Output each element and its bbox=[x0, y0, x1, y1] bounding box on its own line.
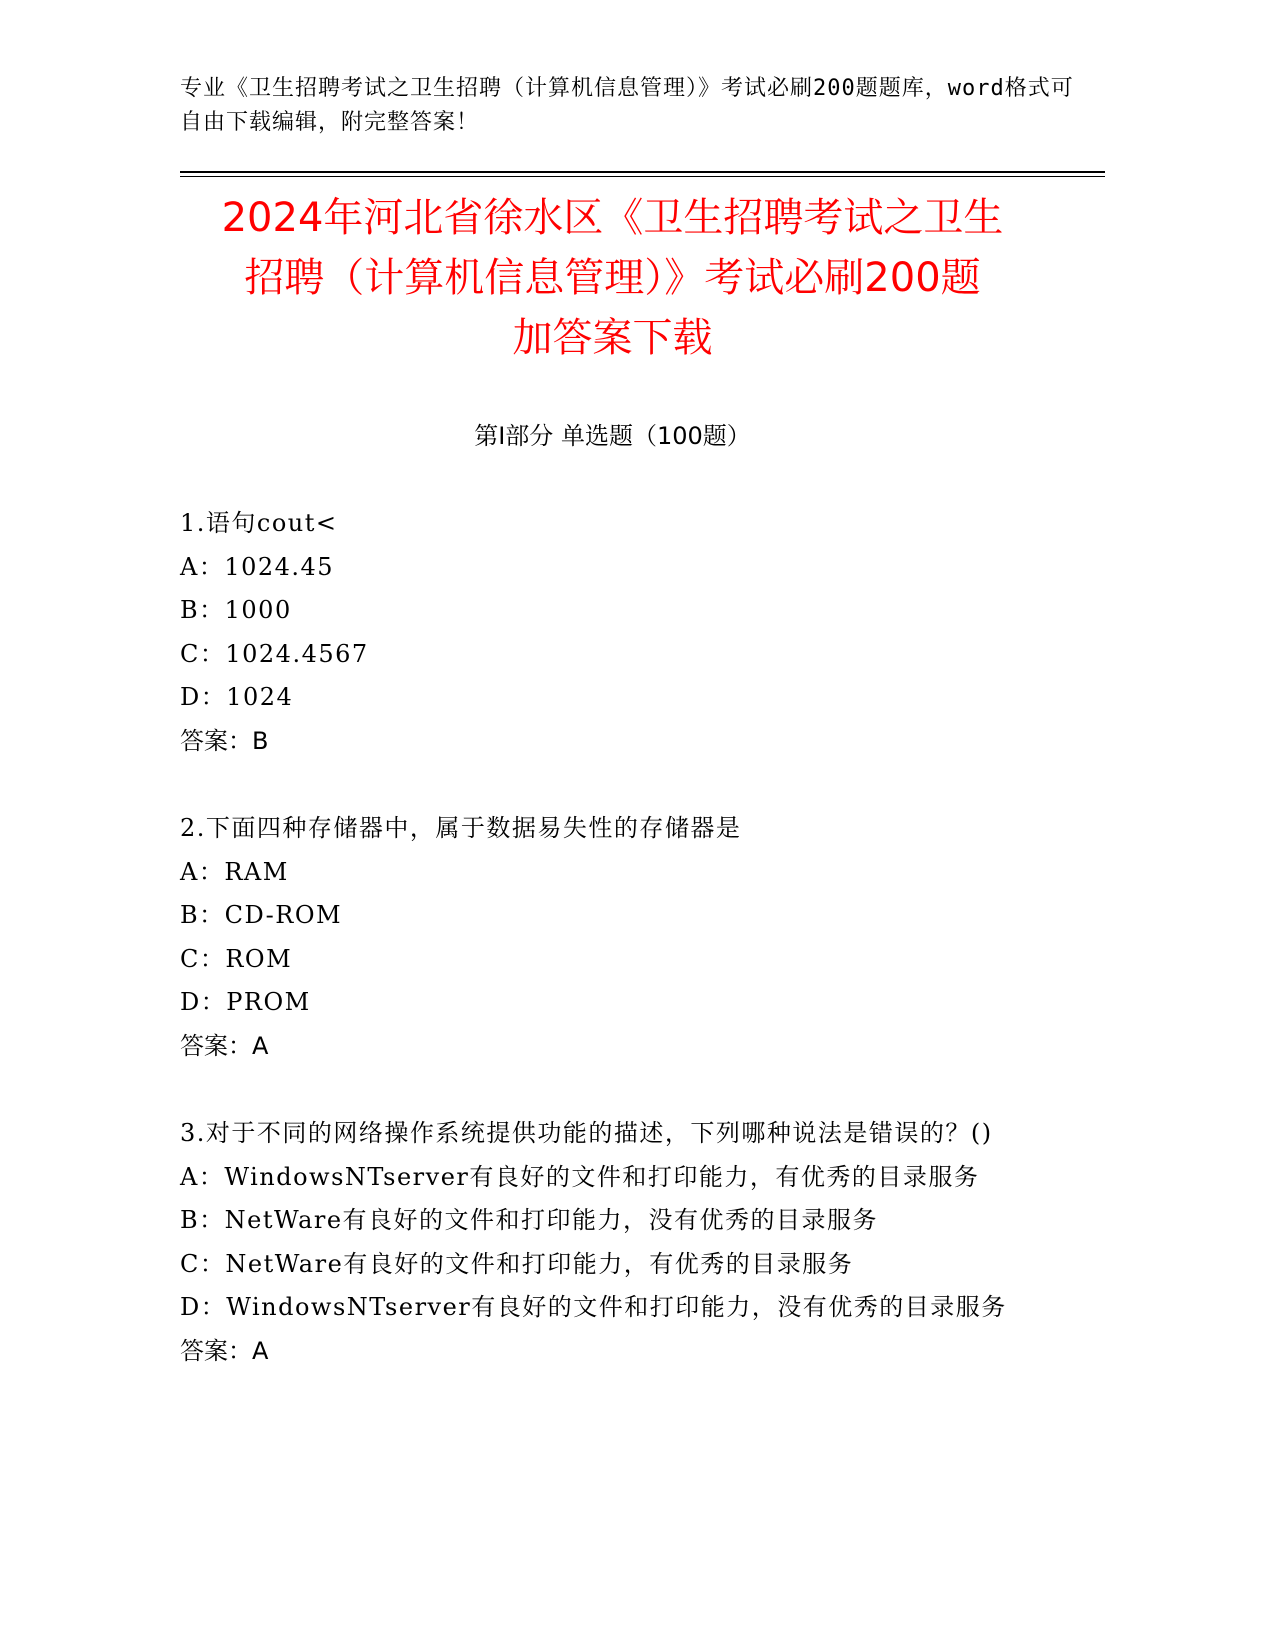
option-b: B：1000 bbox=[180, 596, 292, 624]
question-3 bbox=[180, 1112, 1100, 1373]
question-stem: 2.下面四种存储器中，属于数据易失性的存储器是 bbox=[180, 814, 742, 842]
header-note: 专业《卫生招聘考试之卫生招聘（计算机信息管理）》考试必刷200题题库，word格式可自由下载编辑，附完整答案！ bbox=[180, 76, 1074, 135]
option-c: C：1024.4567 bbox=[180, 639, 369, 668]
option-a: A：RAM bbox=[180, 857, 289, 886]
option-c: C：ROM bbox=[180, 944, 293, 973]
answer-line: 答案：B bbox=[180, 726, 269, 755]
option-b: B：NetWare有良好的文件和打印能力，没有优秀的目录服务 bbox=[180, 1206, 879, 1234]
option-c: C：NetWare有良好的文件和打印能力，有优秀的目录服务 bbox=[180, 1249, 854, 1278]
section-title: 第Ⅰ部分 单选题（100题） bbox=[474, 422, 751, 450]
title-line: 招聘（计算机信息管理）》考试必刷200题 bbox=[244, 255, 981, 301]
option-d: D：1024 bbox=[180, 683, 294, 711]
header-divider-thin bbox=[180, 176, 1105, 177]
option-b: B：CD-ROM bbox=[180, 901, 343, 929]
question-stem: 3.对于不同的网络操作系统提供功能的描述，下列哪种说法是错误的？() bbox=[180, 1119, 993, 1147]
option-d: D：WindowsNTserver有良好的文件和打印能力，没有优秀的目录服务 bbox=[180, 1293, 1007, 1321]
question-2 bbox=[180, 807, 1100, 1068]
question-stem: 1.语句cout< bbox=[180, 509, 338, 537]
header-divider bbox=[180, 171, 1105, 173]
question-1 bbox=[180, 502, 1100, 763]
option-a: A：1024.45 bbox=[180, 552, 335, 581]
document-title bbox=[150, 188, 1075, 368]
answer-line: 答案：A bbox=[180, 1336, 269, 1365]
option-a: A：WindowsNTserver有良好的文件和打印能力，有优秀的目录服务 bbox=[180, 1162, 980, 1191]
option-d: D：PROM bbox=[180, 988, 311, 1016]
title-line: 2024年河北省徐水区《卫生招聘考试之卫生 bbox=[221, 195, 1004, 241]
title-line: 加答案下载 bbox=[512, 315, 713, 361]
answer-line: 答案：A bbox=[180, 1031, 269, 1060]
